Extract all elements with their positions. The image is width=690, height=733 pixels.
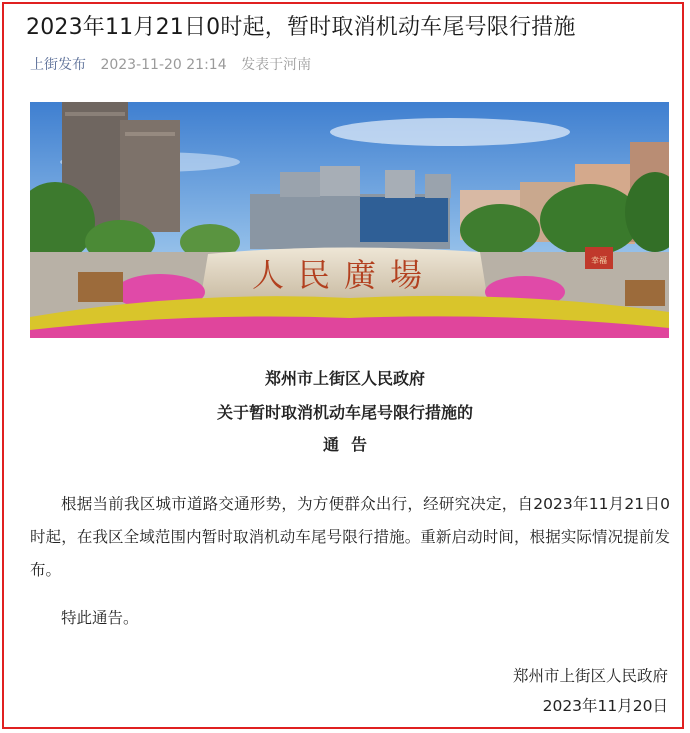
publish-location: 发表于河南 [241, 57, 312, 73]
notice-signature: 郑州市上街区人民政府 [512, 667, 668, 685]
article-photo [30, 102, 669, 338]
publish-time: 2023-11-20 21:14 [100, 57, 227, 73]
source-account-link[interactable]: 上街发布 [30, 57, 86, 73]
notice-body: 根据当前我区城市道路交通形势，为方便群众出行，经研究决定，自2023年11月21日0时起，在我区全域范围内暂时取消机动车尾号限行措施。重新启动时间，根据实际情况提前发布。 [30, 495, 670, 579]
article-meta [30, 54, 311, 74]
stone-inscription: 人民廣場 [251, 256, 437, 294]
notice-closing: 特此通告。 [61, 609, 139, 627]
notice-issuer: 郑州市上街区人民政府 [264, 369, 425, 388]
photo-sign-text: 幸福 [591, 256, 607, 265]
notice-subject: 关于暂时取消机动车尾号限行措施的 [216, 403, 473, 422]
article-title: 2023年11月21日0时起，暂时取消机动车尾号限行措施 [26, 15, 576, 40]
notice-type: 通告 [322, 435, 379, 454]
notice-date: 2023年11月20日 [542, 697, 668, 715]
